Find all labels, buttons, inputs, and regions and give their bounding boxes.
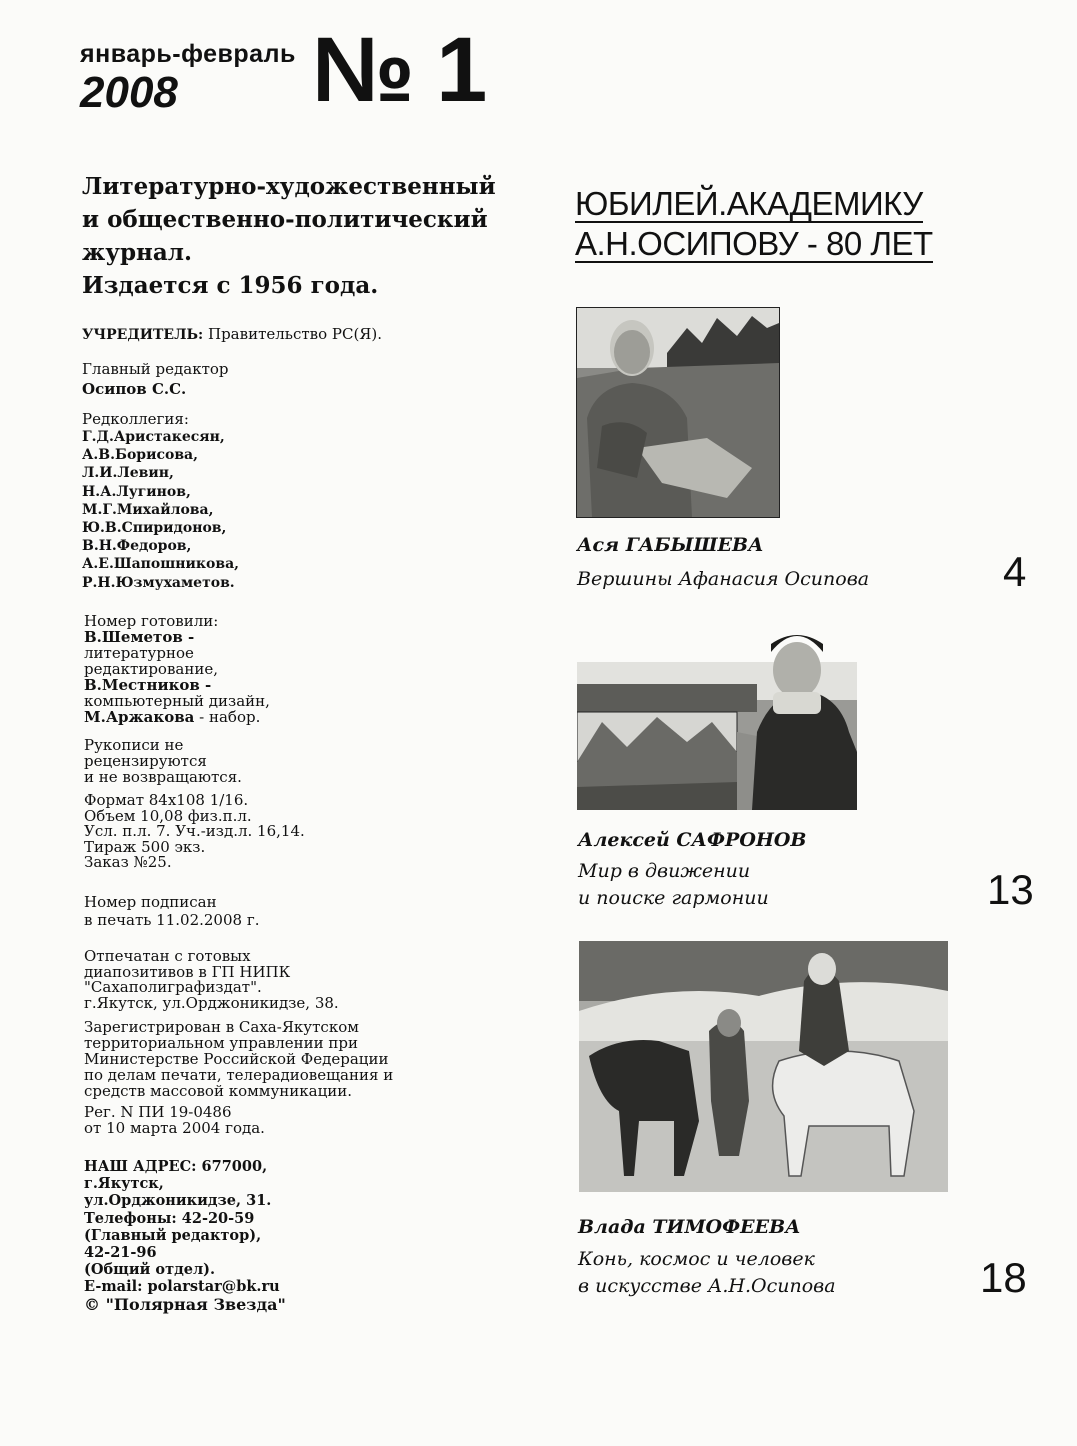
founder: УЧРЕДИТЕЛЬ: Правительство РС(Я). xyxy=(82,325,383,343)
article-2-author: Алексей САФРОНОВ xyxy=(578,829,807,851)
article-2-page: 13 xyxy=(987,866,1034,913)
article-3-author: Влада ТИМОФЕЕВА xyxy=(578,1216,801,1238)
section-title: ЮБИЛЕЙ.АКАДЕМИКУ А.Н.ОСИПОВУ - 80 ЛЕТ xyxy=(575,185,933,262)
photo-artist-at-easel-image xyxy=(577,622,857,810)
issue-year: 2008 xyxy=(80,68,178,117)
contact-address: НАШ АДРЕС: 677000, г.Якутск, ул.Орджоникидзе, 31. Телефоны: 42-20-59 (Главный редактор), 42-21-96 (Общий отдел). E-mail: polarstar@bk.ru © "Полярная Звезда" xyxy=(84,1158,286,1314)
issue-month: январь-февраль xyxy=(80,40,296,68)
registration-info: Зарегистрирован в Саха-Якутском территориальном управлении при Министерстве Российской Федерации по делам печати, телерадиовещания и средств массовой коммуникации. xyxy=(84,1018,394,1100)
email: E-mail: polarstar@bk.ru xyxy=(84,1278,280,1296)
article-3-page: 18 xyxy=(980,1254,1027,1301)
photo-artist-at-easel xyxy=(577,622,857,810)
board-members: Г.Д.Аристакесян, А.В.Борисова, Л.И.Левин, Н.А.Лугинов, М.Г.Михайлова, Ю.В.Спиридонов, В.Н.Федоров, А.Е.Шапошникова, Р.Н.Юзмухаметов. xyxy=(82,429,240,591)
issue-number: № 1 xyxy=(312,19,486,121)
photo-osipov-portrait xyxy=(576,307,780,518)
chief-editor: Главный редактор Осипов С.С. xyxy=(82,360,229,398)
article-1-title: Вершины Афанасия Осипова xyxy=(577,568,870,590)
painting-horses-and-people-image xyxy=(579,941,948,1192)
manuscripts-note: Рукописи не рецензируются и не возвращаются. xyxy=(84,736,242,786)
article-1-page: 4 xyxy=(1003,548,1027,595)
editorial-board: Редколлегия: Г.Д.Аристакесян, А.В.Борисова, Л.И.Левин, Н.А.Лугинов, М.Г.Михайлова, Ю.В.Спиридонов, В.Н.Федоров, А.Е.Шапошникова, Р.Н.Юзмухаметов. xyxy=(82,410,240,591)
article-1-author: Ася ГАБЫШЕВА xyxy=(577,534,764,556)
copyright: © "Полярная Звезда" xyxy=(84,1294,286,1314)
prepared-by: Номер готовили: В.Шеметов - литературное редактирование, В.Местников - компьютерный дизайн, М.Аржакова - набор. xyxy=(84,612,270,726)
registration-number: Рег. N ПИ 19-0486 от 10 марта 2004 года. xyxy=(84,1103,265,1137)
journal-subtitle: Литературно-художественный и общественно-политический журнал. Издается с 1956 года. xyxy=(82,173,496,299)
print-format: Формат 84х108 1/16. Объем 10,08 физ.п.л. Усл. п.л. 7. Уч.-изд.л. 16,14. Тираж 500 экз. Заказ №25. xyxy=(84,791,305,871)
printed-by: Отпечатан с готовых диапозитивов в ГП НИПК "Сахаполиграфиздат". г.Якутск, ул.Орджоникидзе, 38. xyxy=(84,947,339,1012)
article-2-title: Мир в движении и поиске гармонии xyxy=(578,860,769,909)
painting-horses-and-people xyxy=(579,941,948,1192)
signed-to-print: Номер подписан в печать 11.02.2008 г. xyxy=(84,893,260,929)
photo-osipov-portrait-image xyxy=(577,308,779,517)
article-3-title: Конь, космос и человек в искусстве А.Н.Осипова xyxy=(578,1248,836,1297)
